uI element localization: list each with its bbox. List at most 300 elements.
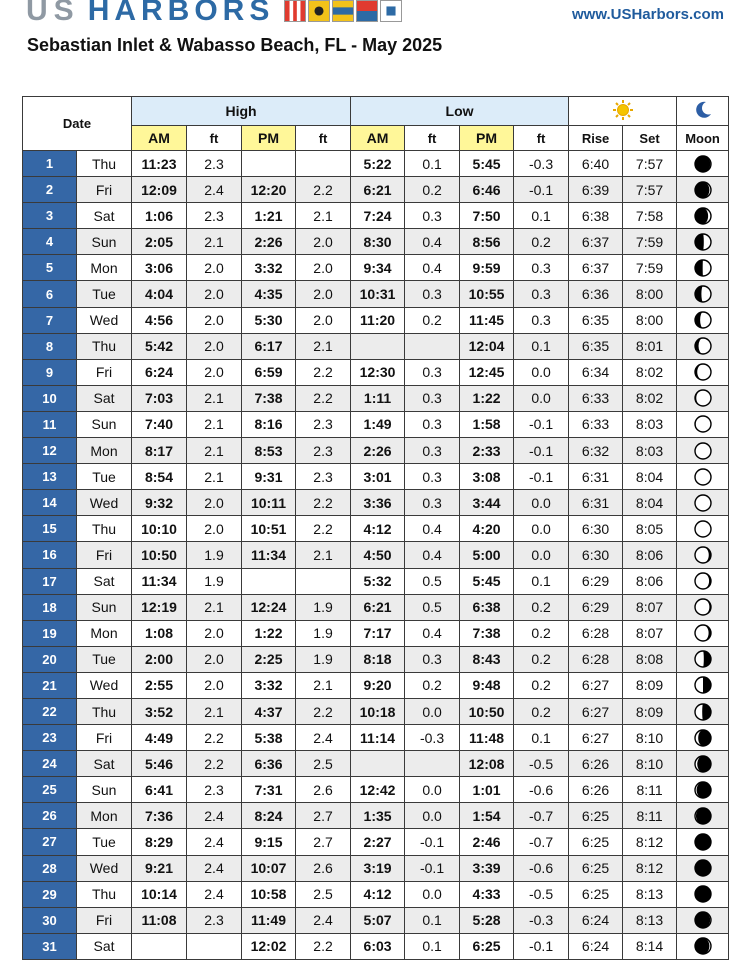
sunset-time: 8:02: [623, 385, 677, 411]
low-pm-time: 11:48: [460, 725, 514, 751]
sunrise-time: 6:24: [569, 907, 623, 933]
high-am-height: 2.1: [187, 698, 242, 724]
moon-phase-cell: [677, 542, 729, 568]
sunset-time: 8:03: [623, 438, 677, 464]
high-pm-height: 2.0: [296, 255, 351, 281]
day-number: 13: [23, 464, 77, 490]
moon-phase-icon: [693, 728, 713, 748]
low-am-time: [351, 751, 405, 777]
sunset-time: 8:03: [623, 411, 677, 437]
low-pm-height: 0.0: [514, 516, 569, 542]
high-am-header: AM: [132, 126, 187, 151]
high-am-time: 11:08: [132, 907, 187, 933]
day-number: 15: [23, 516, 77, 542]
table-row: [23, 751, 729, 777]
low-am-height: 0.2: [405, 177, 460, 203]
day-name: Wed: [77, 855, 132, 881]
high-am-time: [132, 933, 187, 959]
moon-phase-icon: [693, 754, 713, 774]
sunrise-time: 6:26: [569, 751, 623, 777]
day-name: Sat: [77, 203, 132, 229]
low-pm-time: 3:39: [460, 855, 514, 881]
high-pm-height: 2.2: [296, 359, 351, 385]
high-pm-time: 9:31: [242, 464, 296, 490]
day-name: Mon: [77, 255, 132, 281]
sunset-header: Set: [623, 126, 677, 151]
moon-header-icon-cell: [677, 97, 729, 126]
low-am-height: 0.3: [405, 464, 460, 490]
low-pm-time: 10:55: [460, 281, 514, 307]
low-am-height: 0.0: [405, 803, 460, 829]
day-number: 10: [23, 385, 77, 411]
table-row: [23, 438, 729, 464]
high-pm-height: 2.6: [296, 855, 351, 881]
high-am-height: 2.3: [187, 203, 242, 229]
day-number: 11: [23, 411, 77, 437]
low-am-time: 3:19: [351, 855, 405, 881]
day-number: 27: [23, 829, 77, 855]
low-pm-height: 0.0: [514, 359, 569, 385]
high-pm-height: 2.3: [296, 411, 351, 437]
sunset-time: 8:04: [623, 464, 677, 490]
high-pm-time: 10:11: [242, 490, 296, 516]
website-link[interactable]: www.USHarbors.com: [572, 6, 724, 23]
high-pm-time: 3:32: [242, 672, 296, 698]
day-name: Sun: [77, 229, 132, 255]
high-am-time: 11:23: [132, 151, 187, 177]
low-am-time: 12:42: [351, 777, 405, 803]
low-pm-height: 0.0: [514, 490, 569, 516]
high-am-height: 2.1: [187, 411, 242, 437]
sunrise-time: 6:30: [569, 542, 623, 568]
moon-phase-icon: [693, 519, 713, 539]
moon-phase-icon: [693, 154, 713, 174]
low-pm-time: 9:48: [460, 672, 514, 698]
moon-phase-icon: [693, 388, 713, 408]
moon-phase-icon: [693, 493, 713, 513]
high-am-height: 2.0: [187, 672, 242, 698]
high-am-height: 2.0: [187, 281, 242, 307]
low-pm-time: 6:25: [460, 933, 514, 959]
low-pm-time: 3:08: [460, 464, 514, 490]
high-pm-height: 2.2: [296, 933, 351, 959]
sunset-time: 8:10: [623, 725, 677, 751]
high-pm-time: 4:35: [242, 281, 296, 307]
high-am-height: [187, 933, 242, 959]
low-am-time: 10:31: [351, 281, 405, 307]
high-am-time: 6:24: [132, 359, 187, 385]
sunrise-time: 6:35: [569, 333, 623, 359]
day-number: 16: [23, 542, 77, 568]
low-pm-time: 12:08: [460, 751, 514, 777]
moon-phase-icon: [693, 884, 713, 904]
logo-us: US: [26, 0, 80, 27]
low-pm-height: -0.3: [514, 907, 569, 933]
low-am-time: 7:24: [351, 203, 405, 229]
high-am-ft-header: ft: [187, 126, 242, 151]
low-am-header: AM: [351, 126, 405, 151]
low-pm-time: 10:50: [460, 698, 514, 724]
low-am-time: 4:50: [351, 542, 405, 568]
low-am-time: 11:14: [351, 725, 405, 751]
low-pm-time: 8:56: [460, 229, 514, 255]
day-name: Sat: [77, 933, 132, 959]
day-number: 2: [23, 177, 77, 203]
table-row: [23, 542, 729, 568]
table-row: [23, 359, 729, 385]
low-am-height: -0.3: [405, 725, 460, 751]
low-am-time: 5:07: [351, 907, 405, 933]
low-pm-time: 9:59: [460, 255, 514, 281]
high-am-height: 2.0: [187, 620, 242, 646]
high-am-height: 2.1: [187, 464, 242, 490]
moon-phase-cell: [677, 333, 729, 359]
low-pm-height: -0.5: [514, 881, 569, 907]
day-number: 29: [23, 881, 77, 907]
high-am-height: 2.1: [187, 594, 242, 620]
sunset-time: 8:00: [623, 281, 677, 307]
low-am-height: 0.4: [405, 516, 460, 542]
low-am-height: 0.3: [405, 490, 460, 516]
high-am-time: 9:21: [132, 855, 187, 881]
high-pm-height: 2.1: [296, 333, 351, 359]
moon-phase-cell: [677, 307, 729, 333]
low-am-time: 2:27: [351, 829, 405, 855]
high-am-height: 2.3: [187, 907, 242, 933]
moon-phase-cell: [677, 516, 729, 542]
moon-phase-cell: [677, 151, 729, 177]
low-pm-height: -0.1: [514, 464, 569, 490]
sunrise-time: 6:31: [569, 464, 623, 490]
low-pm-height: 0.3: [514, 307, 569, 333]
sunset-time: 8:07: [623, 620, 677, 646]
table-row: [23, 829, 729, 855]
low-am-height: 0.4: [405, 255, 460, 281]
low-am-height: 0.4: [405, 229, 460, 255]
high-pm-height: 2.2: [296, 698, 351, 724]
moon-phase-icon: [693, 780, 713, 800]
table-row: [23, 933, 729, 959]
low-pm-time: 2:46: [460, 829, 514, 855]
high-pm-time: 6:36: [242, 751, 296, 777]
sunset-time: 7:57: [623, 151, 677, 177]
day-number: 28: [23, 855, 77, 881]
low-am-time: 2:26: [351, 438, 405, 464]
low-am-height: [405, 751, 460, 777]
low-am-height: 0.3: [405, 438, 460, 464]
low-pm-height: 0.2: [514, 620, 569, 646]
moon-phase-cell: [677, 777, 729, 803]
day-name: Wed: [77, 307, 132, 333]
moon-phase-cell: [677, 881, 729, 907]
sunrise-time: 6:27: [569, 725, 623, 751]
day-name: Thu: [77, 333, 132, 359]
high-pm-time: 2:26: [242, 229, 296, 255]
high-am-time: 1:08: [132, 620, 187, 646]
low-am-height: 0.3: [405, 411, 460, 437]
moon-phase-cell: [677, 203, 729, 229]
table-row: [23, 490, 729, 516]
day-number: 20: [23, 646, 77, 672]
low-pm-height: 0.1: [514, 725, 569, 751]
high-pm-time: 5:38: [242, 725, 296, 751]
moon-phase-icon: [693, 441, 713, 461]
low-pm-time: 5:28: [460, 907, 514, 933]
day-name: Thu: [77, 516, 132, 542]
sunrise-time: 6:35: [569, 307, 623, 333]
day-name: Fri: [77, 725, 132, 751]
low-pm-time: 7:38: [460, 620, 514, 646]
moon-phase-cell: [677, 464, 729, 490]
sunset-time: 8:04: [623, 490, 677, 516]
high-pm-time: 5:30: [242, 307, 296, 333]
high-pm-height: 1.9: [296, 646, 351, 672]
high-pm-height: 2.1: [296, 672, 351, 698]
low-pm-time: 7:50: [460, 203, 514, 229]
moon-phase-icon: [693, 571, 713, 591]
day-name: Fri: [77, 907, 132, 933]
day-name: Thu: [77, 151, 132, 177]
table-row: [23, 229, 729, 255]
moon-phase-icon: [693, 467, 713, 487]
table-row: [23, 333, 729, 359]
moon-phase-cell: [677, 803, 729, 829]
sunrise-time: 6:37: [569, 229, 623, 255]
high-am-height: 2.4: [187, 855, 242, 881]
sunrise-time: 6:31: [569, 490, 623, 516]
high-pm-height: 2.0: [296, 229, 351, 255]
high-am-time: 4:49: [132, 725, 187, 751]
sunrise-time: 6:25: [569, 855, 623, 881]
low-pm-time: 5:00: [460, 542, 514, 568]
moon-phase-icon: [693, 232, 713, 252]
high-am-height: 2.3: [187, 151, 242, 177]
low-am-time: 5:32: [351, 568, 405, 594]
moon-phase-icon: [693, 806, 713, 826]
high-pm-time: [242, 151, 296, 177]
high-pm-height: 2.6: [296, 777, 351, 803]
day-number: 1: [23, 151, 77, 177]
high-am-height: 2.0: [187, 516, 242, 542]
high-am-height: 2.1: [187, 385, 242, 411]
low-am-height: 0.3: [405, 646, 460, 672]
sunrise-time: 6:26: [569, 777, 623, 803]
high-am-height: 2.2: [187, 751, 242, 777]
low-am-time: 6:21: [351, 594, 405, 620]
sunset-time: 8:12: [623, 855, 677, 881]
high-am-time: 3:06: [132, 255, 187, 281]
moon-phase-cell: [677, 855, 729, 881]
high-am-time: 2:00: [132, 646, 187, 672]
high-am-time: 8:17: [132, 438, 187, 464]
moon-phase-cell: [677, 385, 729, 411]
high-am-time: 4:04: [132, 281, 187, 307]
low-pm-time: 12:45: [460, 359, 514, 385]
high-am-height: 1.9: [187, 568, 242, 594]
high-pm-time: 11:34: [242, 542, 296, 568]
high-am-height: 2.1: [187, 229, 242, 255]
low-pm-height: 0.2: [514, 646, 569, 672]
day-name: Wed: [77, 490, 132, 516]
high-am-time: 3:52: [132, 698, 187, 724]
table-row: [23, 777, 729, 803]
low-pm-height: -0.1: [514, 933, 569, 959]
day-name: Thu: [77, 698, 132, 724]
high-am-height: 2.0: [187, 333, 242, 359]
high-pm-height: 2.2: [296, 490, 351, 516]
sunrise-time: 6:24: [569, 933, 623, 959]
moon-phase-icon: [693, 597, 713, 617]
table-row: [23, 698, 729, 724]
moon-phase-icon: [693, 414, 713, 434]
table-row: [23, 725, 729, 751]
low-pm-height: -0.7: [514, 829, 569, 855]
high-pm-height: [296, 568, 351, 594]
moon-header: Moon: [677, 126, 729, 151]
low-am-height: [405, 333, 460, 359]
sunrise-time: 6:33: [569, 411, 623, 437]
day-number: 26: [23, 803, 77, 829]
table-row: [23, 177, 729, 203]
sunset-time: 8:01: [623, 333, 677, 359]
sunrise-time: 6:25: [569, 881, 623, 907]
low-pm-height: 0.1: [514, 203, 569, 229]
low-pm-height: 0.2: [514, 229, 569, 255]
day-number: 30: [23, 907, 77, 933]
high-pm-time: 11:49: [242, 907, 296, 933]
moon-phase-icon: [693, 258, 713, 278]
low-am-time: 6:03: [351, 933, 405, 959]
low-am-height: 0.2: [405, 307, 460, 333]
table-row: [23, 672, 729, 698]
low-pm-time: 1:01: [460, 777, 514, 803]
sun-icon: [612, 99, 634, 121]
day-name: Mon: [77, 803, 132, 829]
high-am-time: 6:41: [132, 777, 187, 803]
low-am-height: -0.1: [405, 855, 460, 881]
high-pm-time: 6:17: [242, 333, 296, 359]
sunset-time: 8:06: [623, 542, 677, 568]
sunrise-time: 6:29: [569, 568, 623, 594]
high-pm-height: 2.7: [296, 803, 351, 829]
sunrise-time: 6:27: [569, 672, 623, 698]
day-number: 4: [23, 229, 77, 255]
moon-phase-cell: [677, 907, 729, 933]
moon-phase-icon: [693, 623, 713, 643]
sunset-time: 8:11: [623, 777, 677, 803]
sunrise-time: 6:37: [569, 255, 623, 281]
day-number: 6: [23, 281, 77, 307]
low-am-time: 1:35: [351, 803, 405, 829]
high-am-time: 8:54: [132, 464, 187, 490]
day-name: Tue: [77, 281, 132, 307]
high-pm-height: 2.5: [296, 881, 351, 907]
day-name: Fri: [77, 177, 132, 203]
low-am-height: 0.5: [405, 568, 460, 594]
day-name: Thu: [77, 881, 132, 907]
low-am-time: 4:12: [351, 516, 405, 542]
day-number: 18: [23, 594, 77, 620]
sunrise-time: 6:27: [569, 698, 623, 724]
high-am-height: 1.9: [187, 542, 242, 568]
low-am-time: 5:22: [351, 151, 405, 177]
low-am-height: 0.3: [405, 281, 460, 307]
sunset-time: 8:13: [623, 907, 677, 933]
high-am-time: 10:50: [132, 542, 187, 568]
high-am-height: 2.0: [187, 646, 242, 672]
low-am-time: 3:01: [351, 464, 405, 490]
day-number: 12: [23, 438, 77, 464]
sunset-time: 8:00: [623, 307, 677, 333]
moon-phase-icon: [693, 362, 713, 382]
day-number: 21: [23, 672, 77, 698]
high-pm-height: 2.0: [296, 307, 351, 333]
moon-phase-cell: [677, 620, 729, 646]
moon-phase-cell: [677, 281, 729, 307]
table-row: [23, 411, 729, 437]
sunrise-time: 6:30: [569, 516, 623, 542]
day-name: Sat: [77, 385, 132, 411]
low-pm-height: -0.1: [514, 177, 569, 203]
high-pm-time: 8:24: [242, 803, 296, 829]
high-pm-height: 2.3: [296, 438, 351, 464]
table-row: [23, 620, 729, 646]
sunrise-time: 6:25: [569, 829, 623, 855]
table-row: [23, 516, 729, 542]
table-row: [23, 646, 729, 672]
high-pm-height: 2.0: [296, 281, 351, 307]
low-pm-height: 0.2: [514, 594, 569, 620]
high-am-time: 5:46: [132, 751, 187, 777]
sunset-time: 7:57: [623, 177, 677, 203]
sunset-time: 8:11: [623, 803, 677, 829]
low-pm-time: 4:33: [460, 881, 514, 907]
moon-phase-cell: [677, 725, 729, 751]
low-pm-height: -0.6: [514, 777, 569, 803]
low-am-time: 1:49: [351, 411, 405, 437]
day-number: 22: [23, 698, 77, 724]
moon-phase-icon: [693, 545, 713, 565]
high-header: High: [132, 97, 351, 126]
high-pm-time: 1:21: [242, 203, 296, 229]
low-pm-time: 4:20: [460, 516, 514, 542]
high-am-time: 4:56: [132, 307, 187, 333]
moon-phase-cell: [677, 438, 729, 464]
high-am-time: 7:36: [132, 803, 187, 829]
high-pm-header: PM: [242, 126, 296, 151]
sunset-time: 8:13: [623, 881, 677, 907]
low-am-time: 1:11: [351, 385, 405, 411]
moon-phase-icon: [693, 910, 713, 930]
low-pm-time: 1:54: [460, 803, 514, 829]
low-pm-time: 11:45: [460, 307, 514, 333]
low-am-height: 0.1: [405, 907, 460, 933]
high-pm-time: 9:15: [242, 829, 296, 855]
day-name: Mon: [77, 438, 132, 464]
table-row: [23, 594, 729, 620]
low-am-time: 6:21: [351, 177, 405, 203]
high-am-time: 7:40: [132, 411, 187, 437]
day-name: Sat: [77, 751, 132, 777]
sunrise-time: 6:28: [569, 620, 623, 646]
moon-phase-cell: [677, 594, 729, 620]
day-number: 14: [23, 490, 77, 516]
high-pm-height: 2.2: [296, 177, 351, 203]
moon-phase-icon: [693, 702, 713, 722]
moon-phase-cell: [677, 177, 729, 203]
low-am-height: 0.0: [405, 777, 460, 803]
sunrise-time: 6:29: [569, 594, 623, 620]
